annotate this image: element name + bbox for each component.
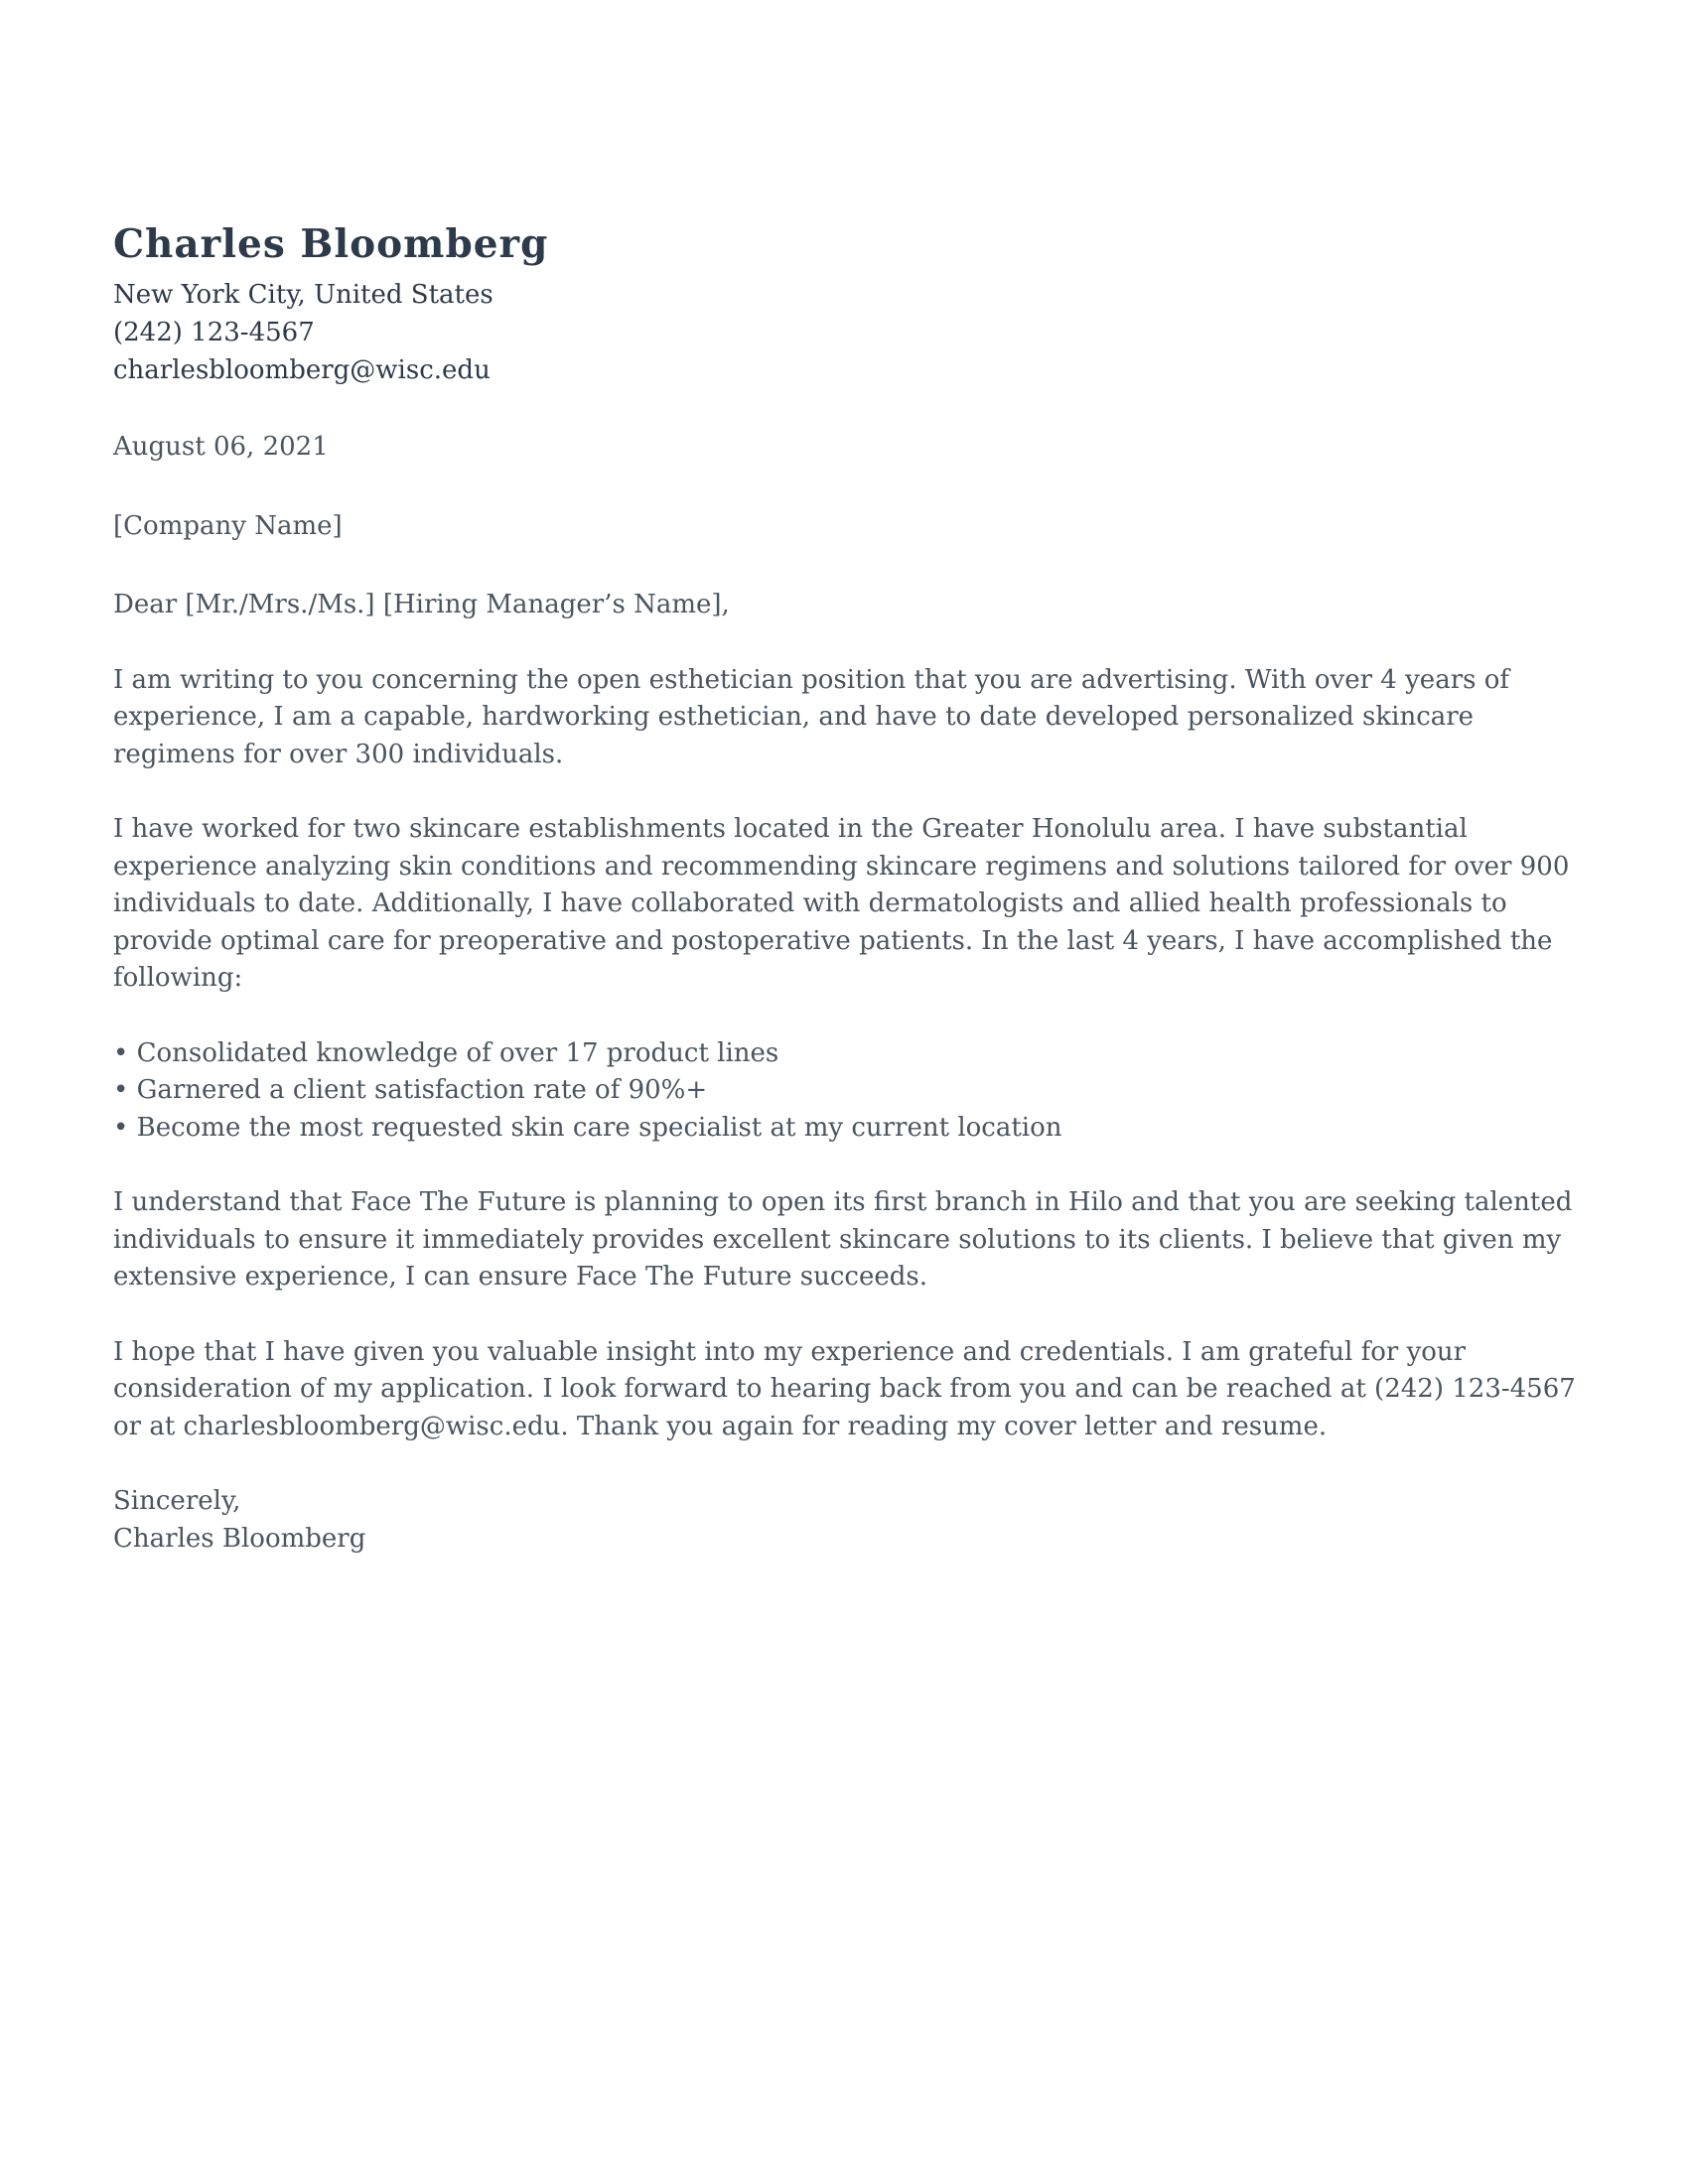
list-item: • Garnered a client satisfaction rate of 90%+: [113, 1075, 708, 1105]
list-item: • Become the most requested skin care specialist at my current location: [113, 1112, 1062, 1143]
body-paragraph-4: [113, 1334, 1583, 1446]
sender-contact: [113, 276, 1583, 389]
body-paragraph-3: [113, 1184, 1583, 1297]
paragraph-text: I understand that Face The Future is planning to open its first branch in Hilo and that you are seeking talented individuals to ensure it immediately provides excellent skincare solutions to its clients. I believe that given my extensive experience, I can ensure Face The Future succeeds.: [113, 1187, 1573, 1292]
letter-date: August 06, 2021: [113, 432, 329, 462]
body-paragraph-2: [113, 811, 1583, 998]
cover-letter: [113, 218, 1583, 1558]
sender-phone: (242) 123-4567: [113, 318, 315, 347]
salutation: Dear [Mr./Mrs./Ms.] [Hiring Manager’s Name],: [113, 590, 730, 619]
body-paragraph-1: [113, 662, 1583, 774]
company-name: [Company Name]: [113, 510, 343, 541]
paragraph-text: I am writing to you concerning the open esthetician position that you are advertising. With over 4 years of experience, I am a capable, hardworking esthetician, and have to date developed personalized skincare regimens for over 300 individuals.: [113, 664, 1510, 769]
valediction: Sincerely,: [113, 1486, 241, 1516]
list-item: • Consolidated knowledge of over 17 product lines: [113, 1037, 779, 1068]
sender-location: New York City, United States: [113, 280, 493, 310]
paragraph-text: I have worked for two skincare establishments located in the Greater Honolulu area. I have substantial experience analyzing skin conditions and recommending skincare regimens and solutions tailored for over 900 individuals to date. Additionally, I have collaborated with dermatologists and allied health professionals to provide optimal care for preoperative and postoperative patients. In the last 4 years, I have accomplished the following:: [113, 814, 1570, 993]
sender-email: charlesbloomberg@wisc.edu: [113, 355, 491, 385]
signature: Charles Bloomberg: [113, 1523, 366, 1554]
signoff: [113, 1483, 1583, 1558]
accomplishments-list: [113, 1035, 1583, 1148]
paragraph-text: I hope that I have given you valuable insight into my experience and credentials. I am grateful for your consideration of my application. I look forward to hearing back from you and can be reached at (242) 123-4567 or at charlesbloomberg@wisc.edu. Thank you again for reading my cover letter and resume.: [113, 1336, 1576, 1441]
sender-name: Charles Bloomberg: [113, 221, 549, 267]
